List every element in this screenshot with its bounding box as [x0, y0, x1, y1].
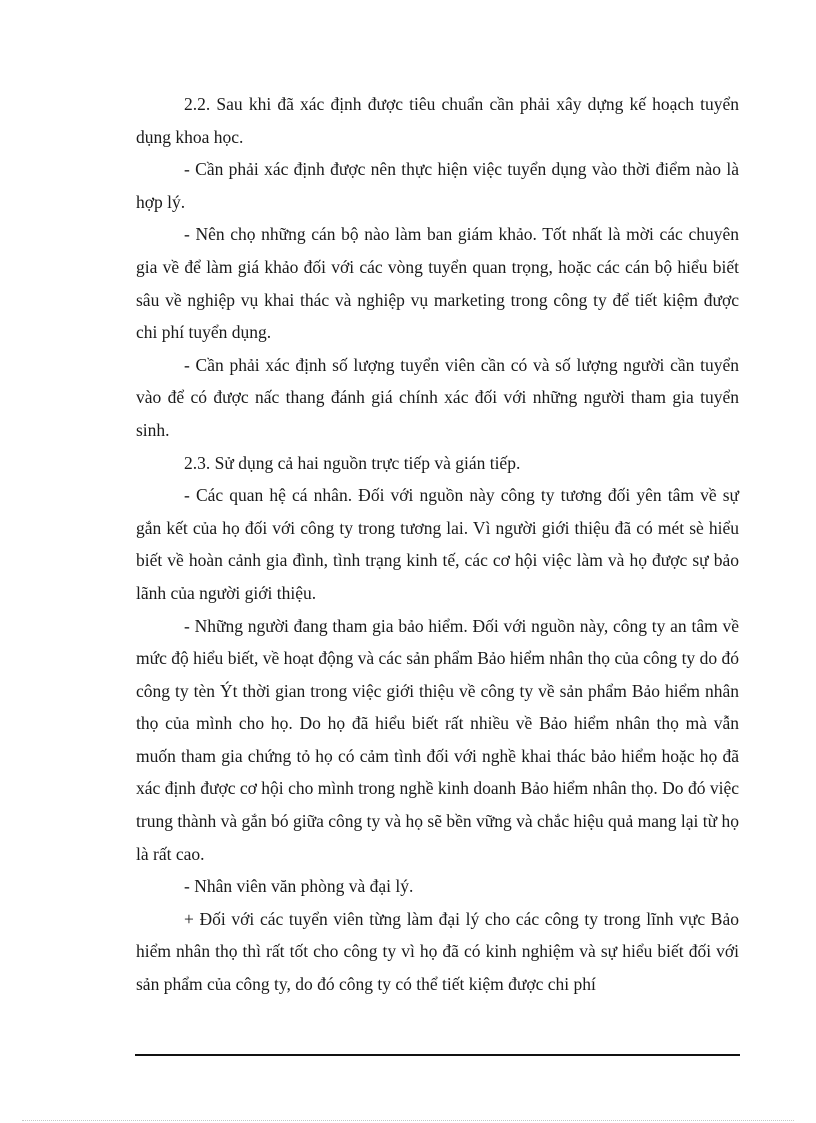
paragraph-office-staff-agents: - Nhân viên văn phòng và đại lý. [184, 876, 414, 897]
paragraph-section-2-3-heading: 2.3. Sử dụng cả hai nguồn trực tiếp và gián tiếp. [184, 452, 521, 473]
page-bottom-edge [22, 1120, 794, 1121]
paragraph-section-2-2-heading: 2.2. Sau khi đã xác định được tiêu chuẩn cần phải xây dựng kế hoạch tuyển dụng khoa học. [136, 94, 739, 147]
paragraph-recruit-quantity: - Cần phải xác định số lượng tuyển viên cần có và số lượng người cần tuyển vào để có được nấc thang đánh giá chính xác đối với những người tham gia tuyển sinh. [136, 354, 739, 440]
paragraph-recruitment-timing: - Cần phải xác định được nên thực hiện việc tuyển dụng vào thời điểm nào là hợp lý. [136, 159, 739, 212]
paragraph-insured-people: - Những người đang tham gia bảo hiểm. Đối với nguồn này, công ty an tâm về mức độ hiểu biết, về hoạt động và các sản phẩm Bảo hiểm nhân thọ của công ty do đó công ty tèn Ýt thời gian trong việc giới thiệu về công ty về sản phẩm Bảo hiểm nhân thọ của mình cho họ. Do họ đã hiểu biết rất nhiều về Bảo hiểm nhân thọ mà vẫn muốn tham gia chứng tỏ họ có cảm tình đối với nghề khai thác bảo hiểm hoặc họ đã xác định được cơ hội cho mình trong nghề kinh doanh Bảo hiểm nhân thọ. Do đó việc trung thành và gắn bó giữa công ty và họ sẽ bền vững và chắc hiệu quả mang lại từ họ là rất cao. [136, 615, 739, 864]
paragraph-selection-board: - Nên chọ những cán bộ nào làm ban giám khảo. Tốt nhất là mời các chuyên gia về để làm giá khảo đối với các vòng tuyển quan trọng, hoặc các cán bộ hiểu biết sâu về nghiệp vụ khai thác và nghiệp vụ marketing trong công ty để tiết kiệm được chi phí tuyển dụng. [136, 224, 739, 343]
paragraph-former-agents: + Đối với các tuyển viên từng làm đại lý cho các công ty trong lĩnh vực Bảo hiểm nhân thọ thì rất tốt cho công ty vì họ đã có kinh nghiệm và sự hiểu biết đối với sản phẩm của công ty, do đó công ty có thể tiết kiệm được chi phí [136, 908, 739, 995]
footer-divider [135, 1054, 740, 1056]
paragraph-personal-relations: - Các quan hệ cá nhân. Đối với nguồn này công ty tương đối yên tâm về sự gắn kết của họ đối với công ty trong tương lai. Vì người giới thiệu đã có mét sè hiểu biết về hoàn cảnh gia đình, tình trạng kinh tế, các cơ hội việc làm và họ được sự bảo lãnh của người giới thiệu. [136, 485, 739, 603]
document-body [136, 88, 739, 1001]
